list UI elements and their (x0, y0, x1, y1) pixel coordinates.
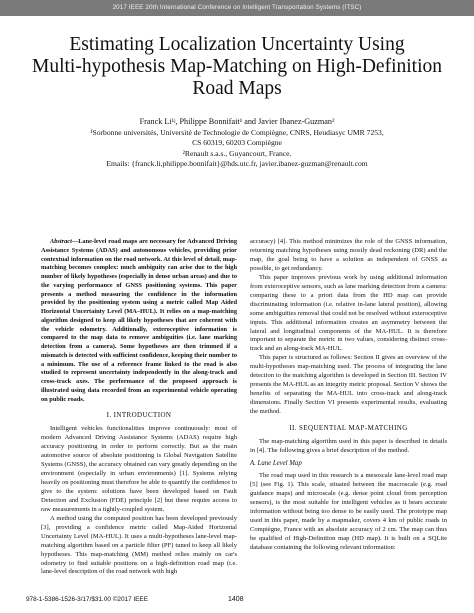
right-column (250, 238, 447, 552)
section-heading-map-matching: II. SEQUENTIAL MAP-MATCHING (289, 424, 408, 433)
affiliation-1-line-2: CS 60319, 60203 Compiègne (192, 138, 282, 148)
intro-paragraph-5: This paper is structured as follows: Section II gives an overview of the multi-hypotheses map-matching used. The process of integrating the lane detection to the matching algorithm is developed in Section III. Section IV presents the MA-HUL as an integrity metric proposal. Section V shows the benefits of separating the MA-HUL into cross-track and along-track dimensions. Finally Section VI presents experimental results, evaluating the method. (250, 354, 447, 416)
abstract-label: Abstract (50, 238, 72, 245)
affiliation-1-line-1: ¹Sorbonne universités, Université de Technologie de Compiègne, CNRS, Heudiasyc UMR 7253, (90, 128, 384, 138)
isbn-copyright: 978-1-5386-1526-3/17/$31.00 ©2017 IEEE (26, 596, 148, 603)
section-heading-introduction: I. INTRODUCTION (106, 411, 172, 420)
abstract-text: —Lane-level road maps are necessary for Advanced Driving Assistance Systems (ADAS) and autonomous vehicles, providing prior contextual information on the road network. At this level of detail, map-matching becomes complex: much ambiguity can arise due to the high number of likely hypotheses (especially in dense urban areas) and due to the varying performance of GNSS positioning systems. This paper presents a method measuring the confidence in the information provided by the positioning system using a metric called Map Aided Horizontal Uncertainty Level (MA–HUL). It relies on a map-matching algorithm designed to keep all likely hypotheses that are coherent with the vehicle odometry. Additionally, exteroceptive information is compared to the map data to remove ambiguities (i.e. lane marking detection from a camera). Some hypotheses are then trimmed if a mismatch is detected with sufficient confidence, keeping their number to a minimum. The use of a reference frame linked to the road is also studied to represent uncertainty independently in the along-track and cross-track axes. The performance of the proposed approach is illustrated using data recorded from an experimental vehicle operating on public roads. (41, 238, 237, 403)
intro-paragraph-3: accuracy) [4]. This method minimizes the role of the GNSS information, returning matching hypotheses using mostly dead reckoning (DR) and the map, the goal being to have a solution as independent of GNSS as possible, to get redundancy. (250, 238, 447, 272)
author-emails: Emails: {franck.li,philippe.bonnifait}@hds.utc.fr, javier.ibanez-guzman@renault.com (106, 158, 368, 168)
author-block (24, 117, 450, 169)
affiliation-2: ²Renault s.a.s., Guyancourt, France. (182, 148, 292, 158)
title-line-2: Multi-hypothesis Map-Matching on High-Definition (32, 56, 442, 77)
intro-paragraph-1: Intelligent vehicles functionalities improve continuously: most of modern Advanced Driving Assistance Systems (ADAS) require high accuracy positioning in order to perform correctly. But as the main automotive source of absolute positioning is Global Navigation Satellite Systems (GNSS), the accuracy obtained can vary greatly depending on the environment (especially in urban environments) [1]. Systems relying heavily on positioning must therefore be able to quantify the confidence to give to the system: solutions have been developed based on Fault Detection and Exclusion (FDE) principle [2] but these require access to raw measurements in a tightly-coupled system. (41, 425, 237, 513)
abstract (41, 238, 237, 404)
title-line-1: Estimating Localization Uncertainty Using (69, 34, 405, 55)
intro-paragraph-2: A method using the computed position has been developed previously [3], providing a confidence metric called Map-Aided Horizontal Uncertainty Level (MA-HUL). It uses a multi-hypotheses lane-level map-matching algorithm based on a particle filter (PF) tuned to keep all likely hypotheses. This map-matching (MM) method relies mainly on car's odometry to find suitable positions on a high-definition road map (i.e. lane-level description of the road network with high (41, 514, 237, 576)
title-line-3: Road Maps (192, 78, 282, 99)
page-number: 1408 (228, 596, 244, 603)
left-column (41, 238, 237, 577)
conference-header: 2017 IEEE 20th International Conference on Intelligent Transportation Systems (ITSC) (0, 0, 474, 16)
lane-level-map-paragraph: The road map used in this research is a mesoscale lane-level road map [5] (see Fig. 1). This scale, situated between the macroscale (e.g. road guidance maps) and microscale (e.g. dense point cloud from perception sensors), is the most suitable for intelligent vehicles as it bears accurate information without being too dense to be easily used. The prototype map used in this paper, made by a mapmaker, covers 4 km of public roads in Compiègne, France with an absolute accuracy of 2 cm. The map can thus be qualified of High-Definition map (HD map). It is built on a SQLite database containing the following relevant information: (250, 471, 447, 551)
intro-paragraph-4: This paper improves previous work by using additional information from exteroceptive sensors, such as lane marking detection from a camera: comparing these to a priori data from the HD map can provide discriminating information (i.e. relative in-lane lateral position), allowing some ambiguities removal that could not be resolved without exteroceptive inputs. This additional information creates an asymmetry between the lateral and longitudinal components of the MA-HUL. It is therefore important to separate the metric in two values, considering distinct cross-track and an along-track MA-HUL. (250, 273, 447, 353)
author-names: Franck Li¹ʲ, Philippe Bonnifait¹ and Javier Ibanez-Guzman² (139, 117, 335, 126)
map-matching-paragraph-1: The map-matching algorithm used in this paper is described in details in [4]. The following gives a brief description of the method. (250, 438, 447, 454)
paper-title (24, 34, 450, 100)
subsection-heading-lane-level-map: A. Lane Level Map (250, 459, 302, 467)
